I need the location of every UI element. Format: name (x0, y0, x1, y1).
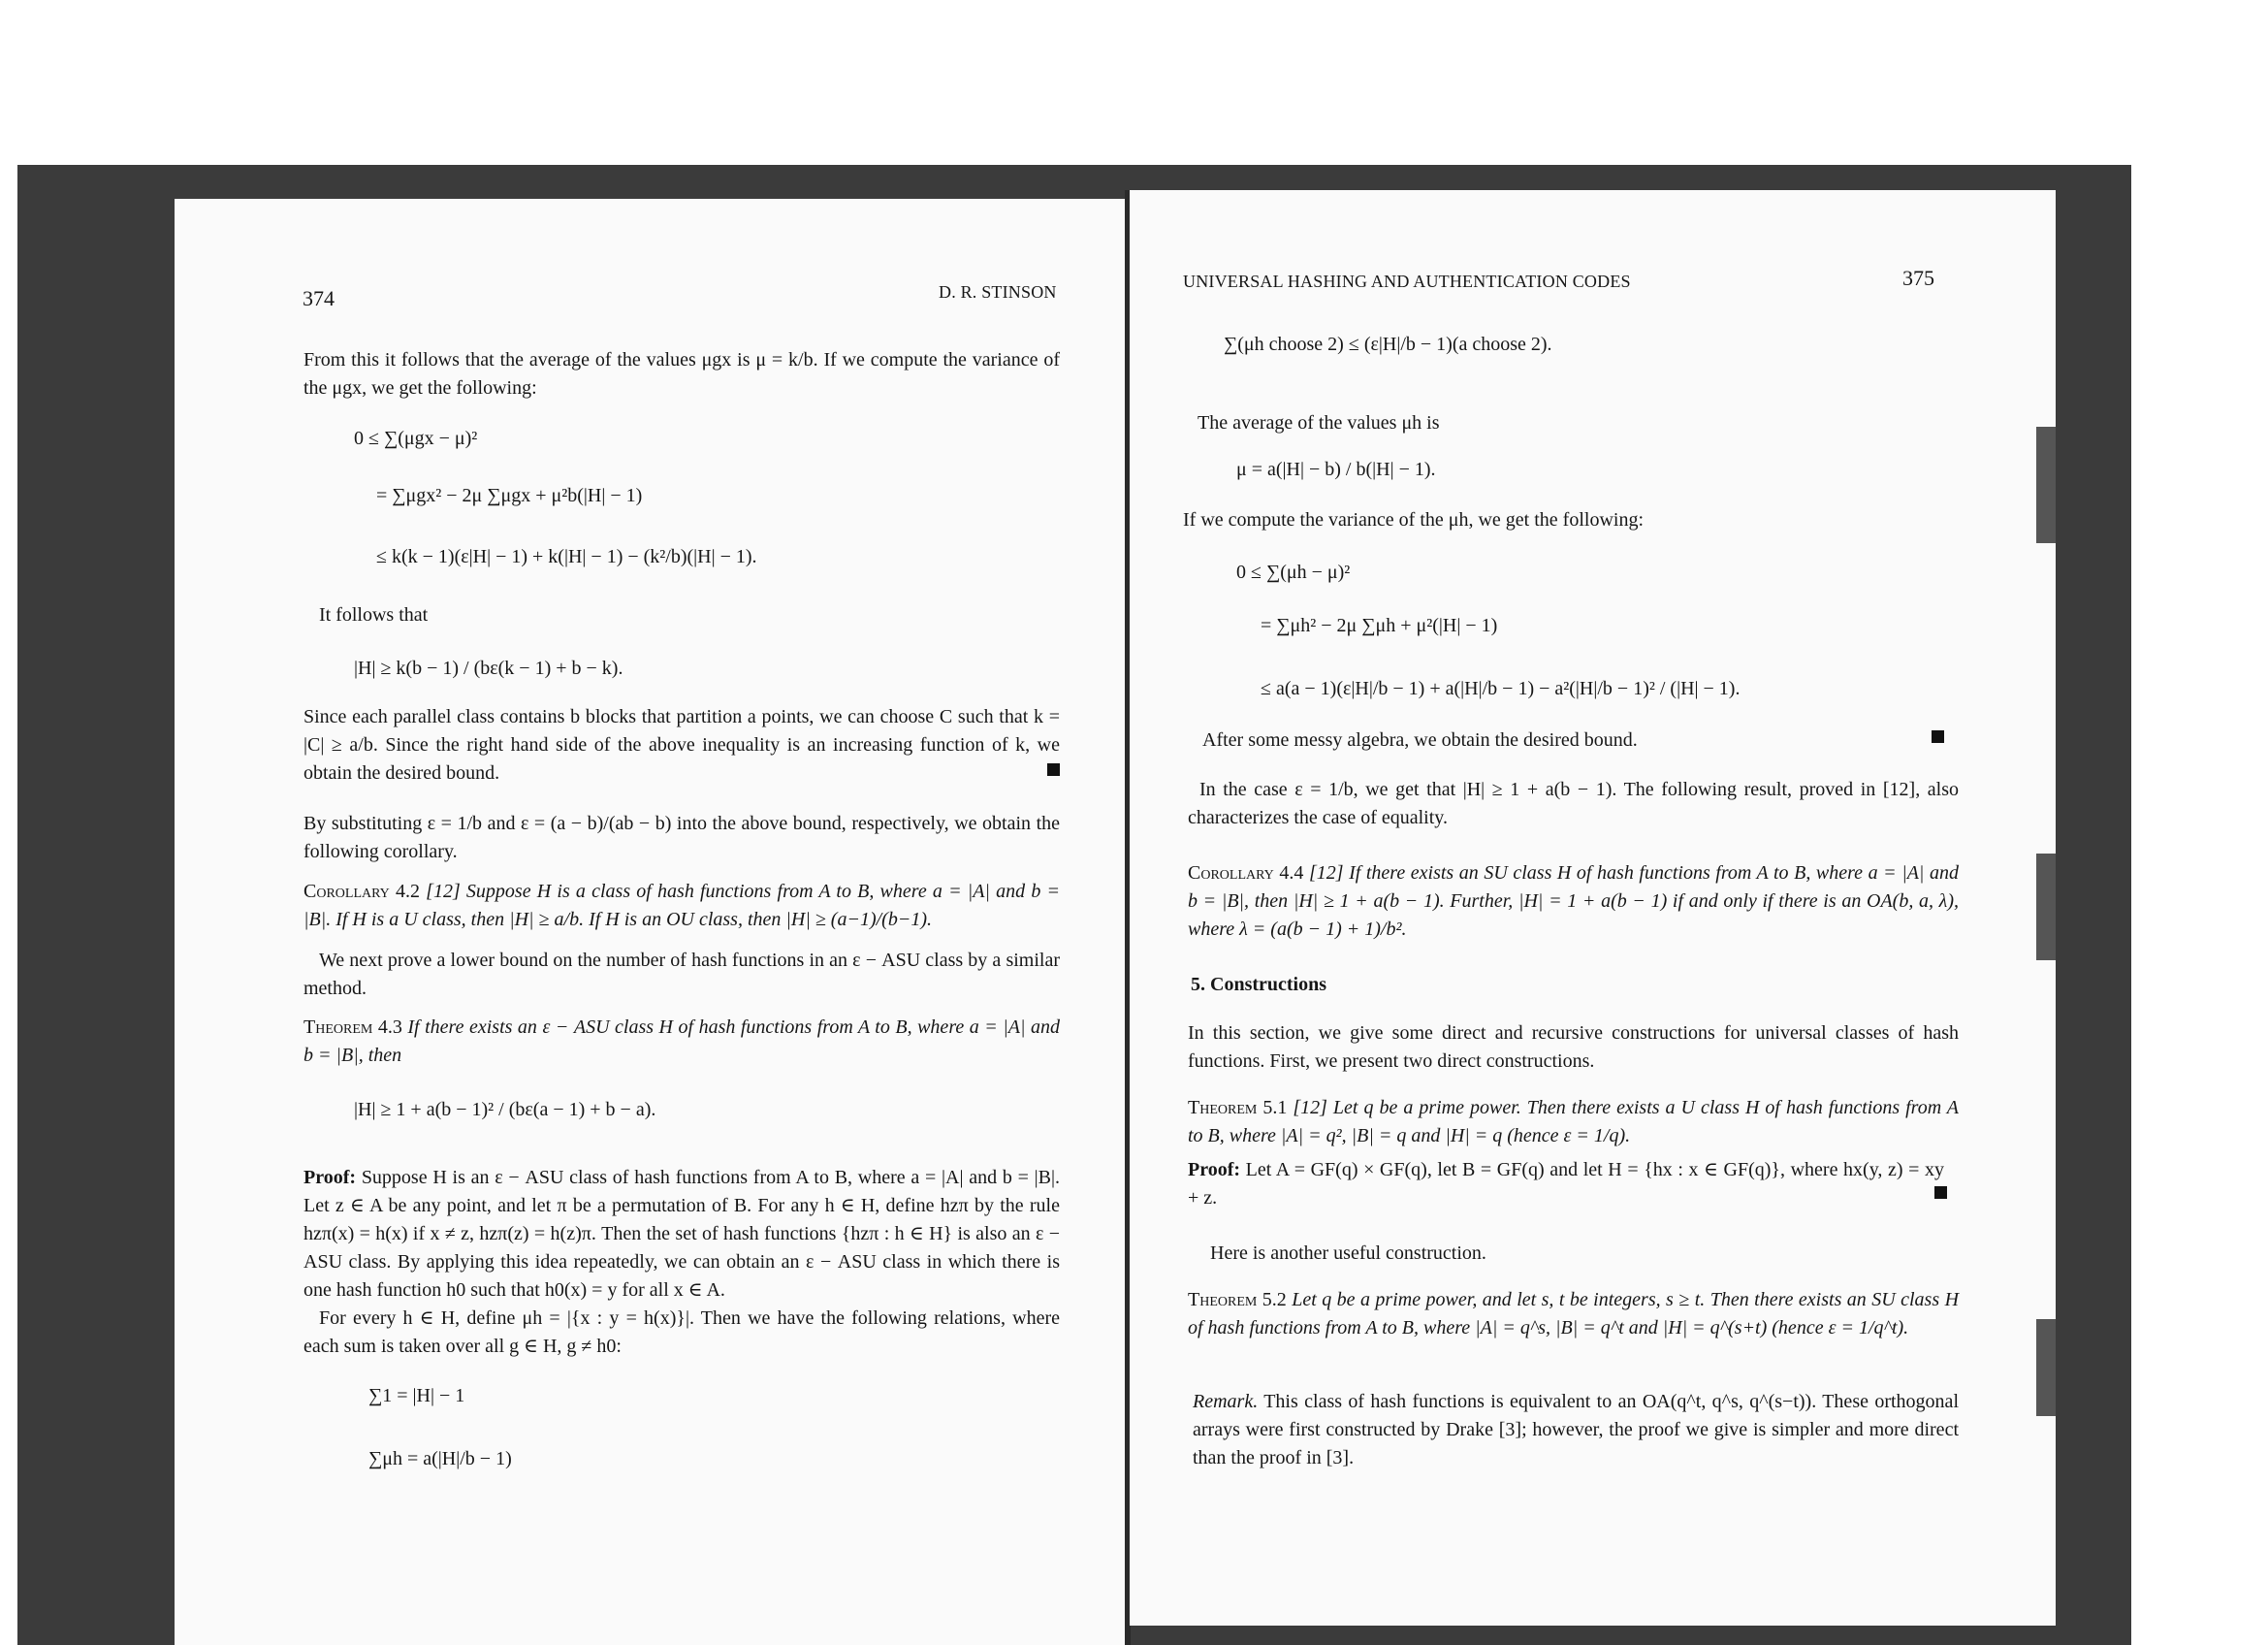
paragraph-intro: From this it follows that the average of the values μgx is μ = k/b. If we compute the variance of the μgx, we get the following: (303, 349, 1060, 399)
equation-line: ∑1 = |H| − 1 (368, 1385, 465, 1406)
theorem-label: Theorem 4.3 (303, 1016, 402, 1038)
running-head: UNIVERSAL HASHING AND AUTHENTICATION CODES (1183, 272, 1631, 291)
equation-bound: |H| ≥ 1 + a(b − 1)² / (bε(a − 1) + b − a). (354, 1099, 656, 1120)
theorem-text: Let q be a prime power, and let s, t be integers, s ≥ t. Then there exists an SU class H of hash functions from A to B, where |A| = q^s, |B| = q^t and |H| = q^(s+t) (hence ε = 1/q^t). (1188, 1289, 1960, 1339)
page-number: 374 (303, 286, 335, 310)
corollary-4-4 (1188, 859, 1959, 944)
paragraph-another: Here is another useful construction. (1210, 1242, 1486, 1264)
theorem-label: Theorem 5.1 (1188, 1097, 1288, 1118)
paragraph-section: In this section, we give some direct and recursive constructions for universal classes of hash functions. First, we present two direct constructions. (1188, 1022, 1959, 1072)
paragraph-for-every: For every h ∈ H, define μh = |{x : y = h(x)}|. Then we have the following relations, where each sum is taken over all g ∈ H, g ≠ h0: (303, 1307, 1060, 1357)
section-heading: 5. Constructions (1191, 974, 1327, 995)
theorem-5-1 (1188, 1094, 1959, 1150)
corollary-label: Corollary 4.4 (1188, 862, 1304, 884)
page-edge-tab (2036, 427, 2056, 543)
paragraph-case: In the case ε = 1/b, we get that |H| ≥ 1 + a(b − 1). The following result, proved in [12], also characterizes the case of equality. (1188, 779, 1959, 828)
equation-line: ≤ a(a − 1)(ε|H|/b − 1) + a(|H|/b − 1) − a²(|H|/b − 1)² / (|H| − 1). (1261, 678, 1741, 699)
paragraph-average: The average of the values μh is (1198, 412, 1440, 434)
corollary-text: [12] Suppose H is a class of hash functions from A to B, where a = |A| and b = |B|. If H is a U class, then |H| ≥ a/b. If H is an OU class, then |H| ≥ (a−1)/(b−1). (303, 881, 1061, 930)
equation-line: ∑μh = a(|H|/b − 1) (368, 1448, 512, 1469)
paragraph-it-follows: It follows that (319, 604, 429, 626)
equation-line: = ∑μgx² − 2μ ∑μgx + μ²b(|H| − 1) (376, 485, 643, 506)
right-page (1130, 190, 2056, 1626)
corollary-label: Corollary 4.2 (303, 881, 420, 902)
corollary-text: [12] If there exists an SU class H of hash functions from A to B, where a = |A| and b = |B|, then |H| ≥ 1 + a(b − 1). Further, |H| = 1 + a(b − 1) if and only if there is an OA(b, a, λ), where λ = (a(b − 1) + 1)/b². (1188, 862, 1960, 940)
theorem-label: Theorem 5.2 (1188, 1289, 1287, 1310)
equation-line: 0 ≤ ∑(μgx − μ)² (354, 428, 478, 449)
remark (1193, 1388, 1959, 1472)
left-page (175, 199, 1130, 1645)
qed-icon (1934, 1186, 1947, 1199)
theorem-text: [12] Let q be a prime power. Then there exists a U class H of hash functions from A to B, where |A| = q², |B| = q and |H| = q (hence ε = 1/q). (1188, 1097, 1959, 1146)
proof-4-3 (303, 1164, 1060, 1305)
proof-text: Suppose H is an ε − ASU class of hash functions from A to B, where a = |A| and b = |B|. Let z ∈ A be any point, and let π be a permutation of B. For any h ∈ H, define hzπ by the rule hzπ(x) = h(x) if x ≠ z, hzπ(z) = h(z)π. Then the set of hash functions {hzπ : h ∈ H} is also an ε − ASU class. By applying this idea repeatedly, we can obtain an ε − ASU class in which there is one hash function h0 such that h0(x) = y for all x ∈ A. (303, 1167, 1060, 1301)
paragraph-substitution: By substituting ε = 1/b and ε = (a − b)/(ab − b) into the above bound, respectively, we obtain the following corollary. (303, 813, 1060, 862)
proof-text: Let A = GF(q) × GF(q), let B = GF(q) and let H = {hx : x ∈ GF(q)}, where hx(y, z) = xy + z. (1188, 1159, 1944, 1209)
page-number: 375 (1902, 266, 1934, 290)
page-edge-tab (2036, 854, 2056, 960)
proof-label: Proof: (1188, 1159, 1241, 1180)
paragraph-messy: After some messy algebra, we obtain the desired bound. (1202, 729, 1638, 751)
proof-label: Proof: (303, 1167, 357, 1188)
equation-line: = ∑μh² − 2μ ∑μh + μ²(|H| − 1) (1261, 615, 1498, 636)
running-head: D. R. STINSON (939, 282, 1057, 302)
remark-label: Remark. (1193, 1391, 1259, 1412)
theorem-text: If there exists an ε − ASU class H of hash functions from A to B, where a = |A| and b = |B|, then (303, 1016, 1061, 1066)
proof-5-1 (1188, 1156, 1944, 1212)
theorem-5-2 (1188, 1286, 1959, 1342)
equation-line: 0 ≤ ∑(μh − μ)² (1236, 562, 1351, 583)
equation-line: ≤ k(k − 1)(ε|H| − 1) + k(|H| − 1) − (k²/b)(|H| − 1). (376, 546, 757, 567)
qed-icon (1932, 730, 1944, 743)
paragraph-next: We next prove a lower bound on the number of hash functions in an ε − ASU class by a similar method. (303, 950, 1060, 999)
theorem-4-3 (303, 1014, 1060, 1070)
remark-text: This class of hash functions is equivalent to an OA(q^t, q^s, q^(s−t)). These orthogonal arrays were first constructed by Drake [3]; however, the proof we give is simpler and more direct than the proof in [3]. (1193, 1391, 1959, 1468)
qed-icon (1047, 763, 1060, 776)
equation-binomial: ∑(μh choose 2) ≤ (ε|H|/b − 1)(a choose 2). (1224, 334, 1552, 355)
paragraph-variance: If we compute the variance of the μh, we get the following: (1183, 509, 1644, 531)
page-edge-tab (2036, 1319, 2056, 1416)
equation-bound: |H| ≥ k(b − 1) / (bε(k − 1) + b − k). (354, 658, 623, 679)
equation-mu: μ = a(|H| − b) / b(|H| − 1). (1236, 459, 1436, 480)
paragraph-since: Since each parallel class contains b blocks that partition a points, we can choose C such that k = |C| ≥ a/b. Since the right hand side of the above inequality is an increasing function of k, we obtain the desired bound. (303, 706, 1060, 784)
corollary-4-2 (303, 878, 1060, 934)
